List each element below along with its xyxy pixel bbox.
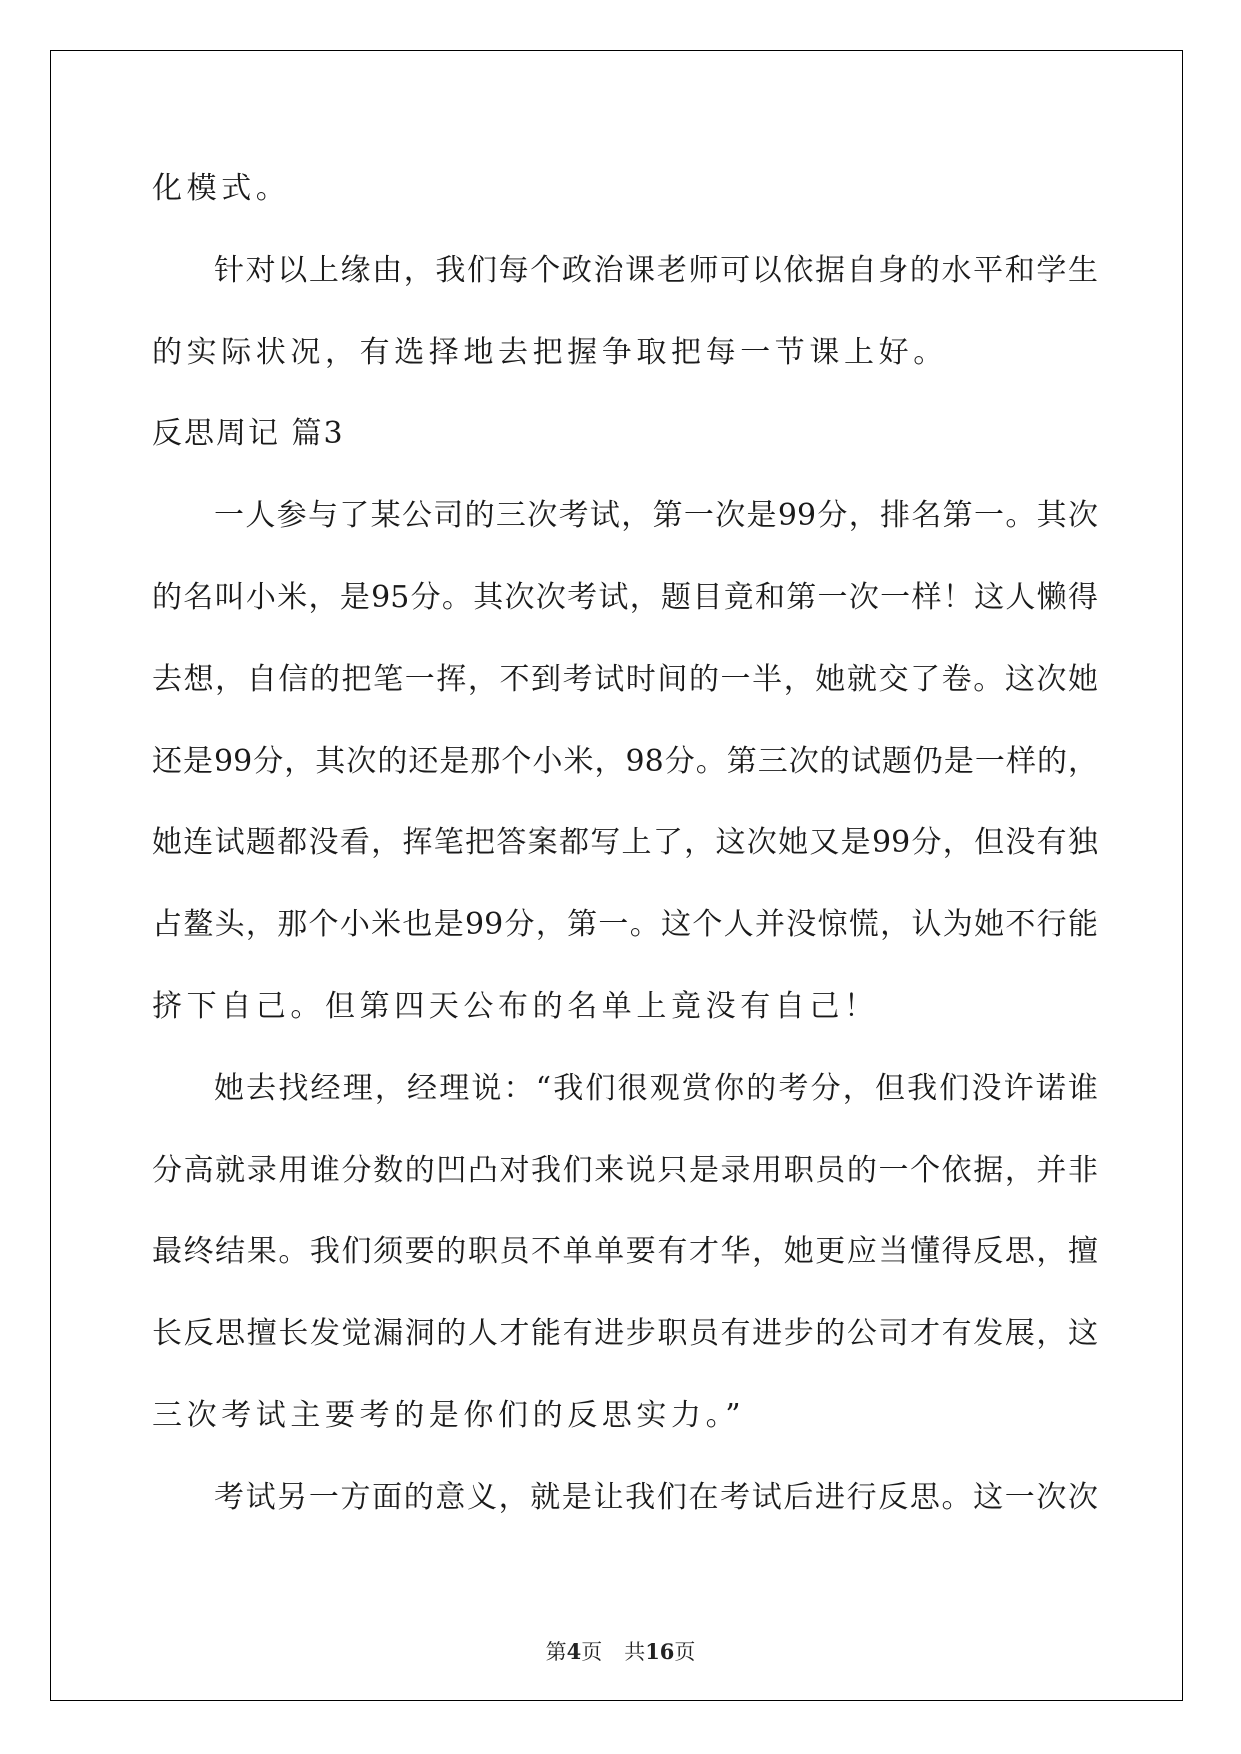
section-heading: 反思周记 篇3: [152, 416, 345, 452]
paragraph-line: 针对以上缘由，我们每个政治课老师可以依据自身的水平和学生: [214, 252, 1098, 288]
paragraph-line: 三次考试主要考的是你们的反思实力。”: [152, 1397, 746, 1433]
total-suffix: 页: [674, 1640, 696, 1664]
total-prefix: 共: [624, 1640, 646, 1664]
paragraph-line: 一人参与了某公司的三次考试，第一次是99分，排名第一。其次: [214, 498, 1098, 534]
paragraph-line: 占鳌头，那个小米也是99分，第一。这个人并没惊慌，认为她不行能: [152, 907, 1098, 943]
paragraph-line: 还是99分，其次的还是那个小米，98分。第三次的试题仍是一样的，: [152, 743, 1098, 779]
paragraph-line: 挤下自己。但第四天公布的名单上竟没有自己！: [152, 988, 879, 1024]
page-footer: [0, 1636, 1241, 1666]
paragraph-line: 分高就录用谁分数的凹凸对我们来说只是录用职员的一个依据，并非: [152, 1152, 1098, 1188]
paragraph-line: 长反思擅长发觉漏洞的人才能有进步职员有进步的公司才有发展，这: [152, 1316, 1098, 1352]
paragraph-line: 最终结果。我们须要的职员不单单要有才华，她更应当懂得反思，擅: [152, 1234, 1098, 1270]
paragraph-line: 的名叫小米，是95分。其次次考试，题目竟和第一次一样！这人懒得: [152, 579, 1098, 615]
page-word: 页: [581, 1640, 603, 1664]
paragraph-line: 她去找经理，经理说：“我们很观赏你的考分，但我们没许诺谁: [214, 1070, 1098, 1106]
paragraph-line: 的实际状况，有选择地去把握争取把每一节课上好。: [152, 334, 948, 370]
document-body: [152, 148, 1098, 1539]
paragraph-line: 去想，自信的把笔一挥，不到考试时间的一半，她就交了卷。这次她: [152, 661, 1098, 697]
paragraph-line: 考试另一方面的意义，就是让我们在考试后进行反思。这一次次: [214, 1479, 1098, 1515]
page-prefix: 第: [545, 1640, 567, 1664]
paragraph-line: 她连试题都没看，挥笔把答案都写上了，这次她又是99分，但没有独: [152, 825, 1098, 861]
current-page-number: 4: [566, 1639, 582, 1664]
total-pages-number: 16: [645, 1639, 675, 1664]
paragraph-line: 化模式。: [152, 171, 291, 206]
